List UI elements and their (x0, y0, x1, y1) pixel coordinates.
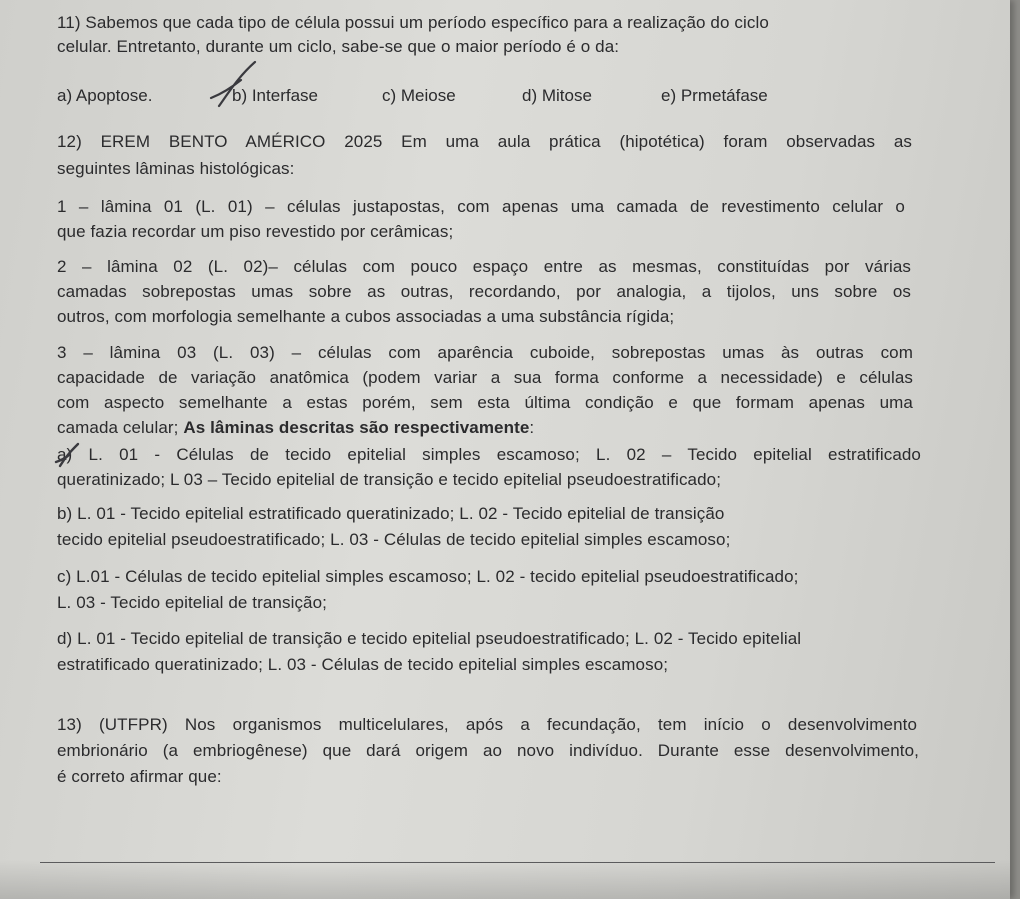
q11-option-b: b) Interfase (232, 86, 318, 105)
q12-item3-line-4-text: camada celular; (57, 418, 184, 437)
q12-option-a-line-1: a) L. 01 - Células de tecido epitelial simples escamoso; L. 02 – Tecido epitelial estratificado (57, 445, 921, 464)
q12-item2-line-2: camadas sobrepostas umas sobre as outras, recordando, por analogia, a tijolos, uns sobre os (57, 282, 911, 301)
paper-shadow (0, 860, 1010, 899)
q12-option-d-line-1: d) L. 01 - Tecido epitelial de transição e tecido epitelial pseudoestratificado; L. 02 - Tecido epitelial (57, 629, 802, 648)
q12-line-2: seguintes lâminas histológicas: (57, 159, 295, 178)
q12-item1-line-1: 1 – lâmina 01 (L. 01) – células justapostas, com apenas uma camada de revestimento celular o (57, 197, 905, 216)
q12-option-d-line-2: estratificado queratinizado; L. 03 - Células de tecido epitelial simples escamoso; (57, 655, 669, 674)
q12-prompt-bold: As lâminas descritas são respectivamente (183, 418, 530, 437)
q11-option-e: e) Prmetáfase (661, 86, 768, 105)
q13-line-1: 13) (UTFPR) Nos organismos multicelulares, após a fecundação, tem início o desenvolvimento (57, 715, 917, 734)
q12-option-c-line-2: L. 03 - Tecido epitelial de transição; (57, 593, 327, 612)
q11-option-d: d) Mitose (522, 86, 592, 105)
q12-option-a-line-2: queratinizado; L 03 – Tecido epitelial de transição e tecido epitelial pseudoestratificado; (57, 470, 722, 489)
q12-item3-line-1: 3 – lâmina 03 (L. 03) – células com aparência cuboide, sobrepostas umas às outras com (57, 343, 913, 362)
q12-line-1: 12) EREM BENTO AMÉRICO 2025 Em uma aula prática (hipotética) foram observadas as (57, 132, 912, 151)
q12-item2-line-1: 2 – lâmina 02 (L. 02)– células com pouco espaço entre as mesmas, constituídas por várias (57, 257, 911, 276)
q12-option-b-line-2: tecido epitelial pseudoestratificado; L. 03 - Células de tecido epitelial simples escamoso; (57, 530, 731, 549)
q11-option-a: a) Apoptose. (57, 86, 153, 105)
q12-prompt-colon: : (529, 418, 535, 437)
q12-item2-line-3: outros, com morfologia semelhante a cubos associadas a uma substância rígida; (57, 307, 675, 326)
q11-option-c: c) Meiose (382, 86, 456, 105)
q12-option-c-line-1: c) L.01 - Células de tecido epitelial simples escamoso; L. 02 - tecido epitelial pseudoestratificado; (57, 567, 799, 586)
q11-line-1: 11) Sabemos que cada tipo de célula possui um período específico para a realização do ciclo (57, 13, 769, 32)
q11-line-2: celular. Entretanto, durante um ciclo, sabe-se que o maior período é o da: (57, 37, 620, 56)
q12-option-b-line-1: b) L. 01 - Tecido epitelial estratificado queratinizado; L. 02 - Tecido epitelial de transição (57, 504, 725, 523)
q12-item1-line-2: que fazia recordar um piso revestido por cerâmicas; (57, 222, 454, 241)
q13-line-2: embrionário (a embriogênese) que dará origem ao novo indivíduo. Durante esse desenvolvimento, (57, 741, 919, 760)
q12-item3-line-4 (57, 417, 534, 439)
q12-item3-line-3: com aspecto semelhante a estas porém, sem esta última condição e que formam apenas uma (57, 393, 913, 412)
q13-line-3: é correto afirmar que: (57, 767, 222, 786)
q12-item3-line-2: capacidade de variação anatômica (podem variar a sua forma conforme a necessidade) e células (57, 368, 913, 387)
